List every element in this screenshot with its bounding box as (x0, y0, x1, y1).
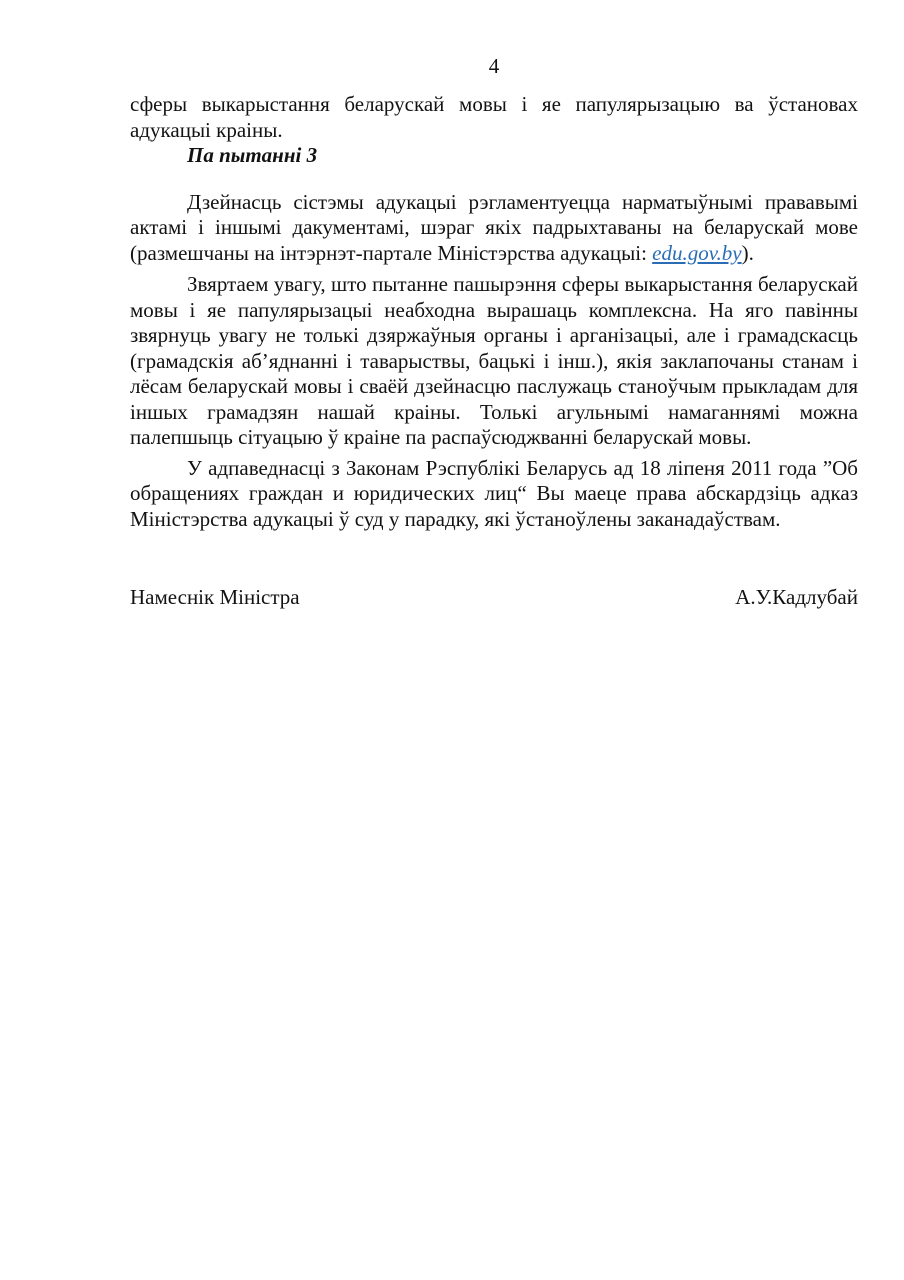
signature-name: А.У.Кадлубай (735, 585, 858, 609)
page-number: 4 (488, 54, 500, 78)
paragraph-continuation: сферы выкарыстання беларускай мовы і яе папулярызацыю ва ўстановах адукацыі краіны. (130, 92, 858, 142)
paragraph-regulation (130, 190, 858, 267)
signature-position: Намеснік Міністра (130, 585, 300, 609)
letter-body (130, 92, 858, 611)
paragraph-regulation-tail: ). (741, 240, 754, 265)
paragraph-law: У адпаведнасці з Законам Рэспублікі Беларусь ад 18 ліпеня 2011 года ”Об обращениях граждан и юридических лиц“ Вы маеце права абскардзіць адказ Міністэрства адукацыі ў суд у парадку, які ўстаноўлены заканадаўствам. (130, 455, 858, 531)
paragraph-appeal: Звяртаем увагу, што пытанне пашырэння сферы выкарыстання беларускай мовы і яе папулярызацыі неабходна вырашаць комплексна. На яго павінны звярнуць увагу не толькі дзяржаўныя органы і арганізацыі, але і грамадскасць (грамадскія аб’яднанні і таварыствы, бацькі і інш.), якія заклапочаны станам і лёсам беларускай мовы і сваёй дзейнасцю паслужаць станоўчым прыкладам для іншых грамадзян нашай краіны. Толькі агульнымі намаганнямі можна палепшыць сітуацыю ў краіне па распаўсюджванні беларускай мовы. (130, 272, 858, 449)
edu-gov-by-link[interactable]: edu.gov.by (652, 240, 742, 265)
question-heading: Па пытанні 3 (187, 143, 318, 167)
paragraph-regulation-text: Дзейнасць сістэмы адукацыі рэгламентуецца нарматыўнымі прававымі актамі і іншымі дакументамі, шэраг якіх падрыхтаваны на беларускай мове (размешчаны на інтэрнэт-партале Міністэрства адукацыі: (130, 189, 858, 265)
signature-row (130, 585, 858, 611)
